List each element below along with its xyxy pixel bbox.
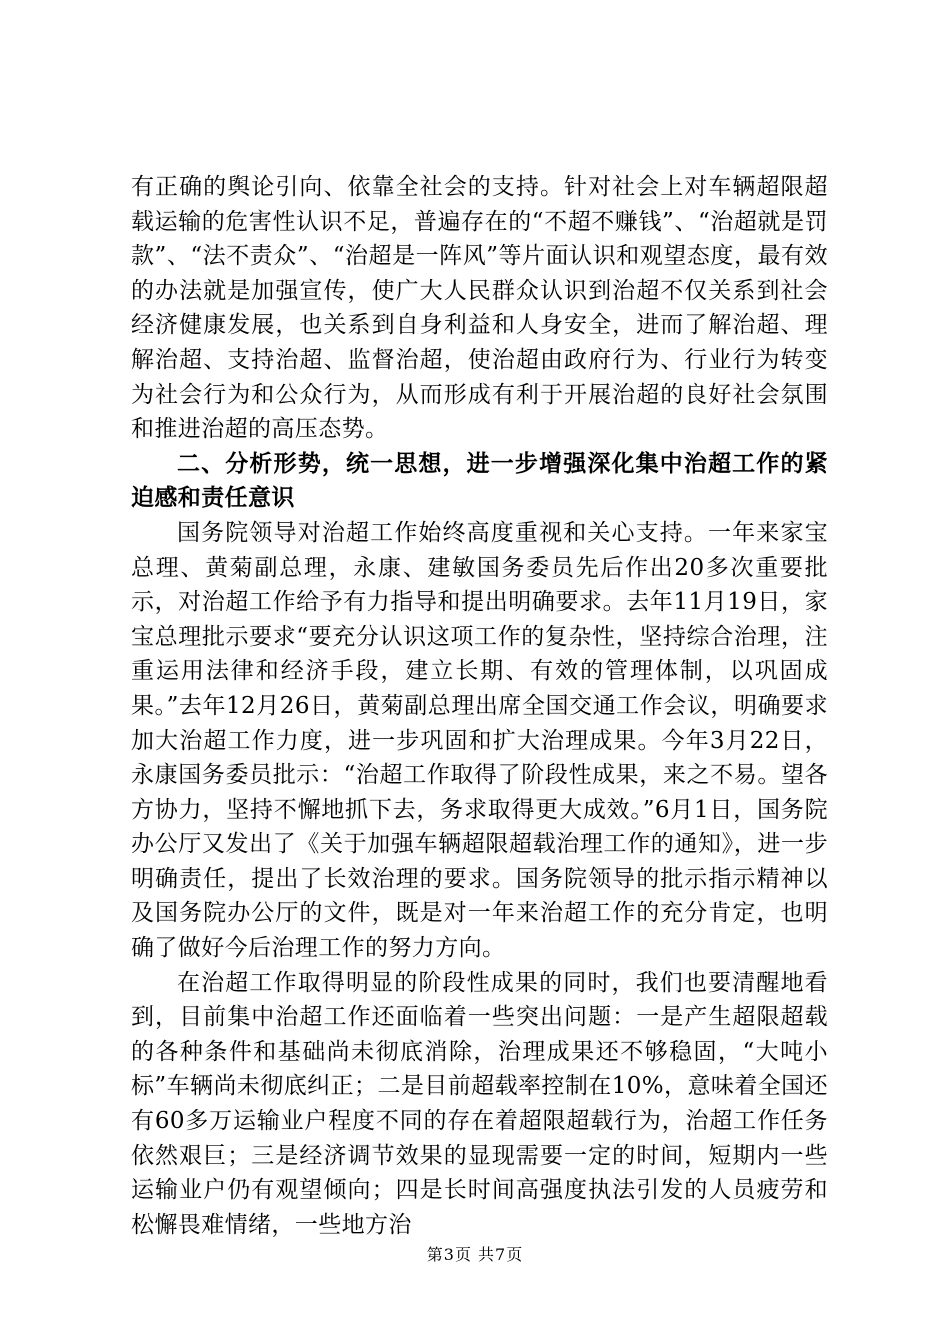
document-body bbox=[131, 170, 828, 1242]
paragraph-intro: 有正确的舆论引向、依靠全社会的支持。针对社会上对车辆超限超载运输的危害性认识不足，普遍存在的“不超不赚钱”、“治超就是罚款”、“法不责众”、“治超是一阵风”等片面认识和观望态度，最有效的办法就是加强宣传，使广大人民群众认识到治超不仅关系到社会经济健康发展，也关系到自身利益和人身安全，进而了解治超、理解治超、支持治超、监督治超，使治超由政府行为、行业行为转变为社会行为和公众行为，从而形成有利于开展治超的良好社会氛围和推进治超的高压态势。 bbox=[131, 174, 828, 443]
page-number-footer: 第3页 共7页 bbox=[426, 1245, 524, 1264]
paragraph-leaders: 国务院领导对治超工作始终高度重视和关心支持。一年来家宝总理、黄菊副总理，永康、建敏国务委员先后作出20多次重要批示，对治超工作给予有力指导和提出明确要求。去年11月19日，家宝总理批示要求“要充分认识这项工作的复杂性，坚持综合治理，注重运用法律和经济手段，建立长期、有效的管理体制，以巩固成果。”去年12月26日，黄菊副总理出席全国交通工作会议，明确要求加大治超工作力度，进一步巩固和扩大治理成果。今年3月22日，永康国务委员批示：“治超工作取得了阶段性成果，来之不易。望各方协力，坚持不懈地抓下去，务求取得更大成效。”6月1日，国务院办公厅又发出了《关于加强车辆超限超载治理工作的通知》，进一步明确责任，提出了长效治理的要求。国务院领导的批示指示精神以及国务院办公厅的文件，既是对一年来治超工作的充分肯定，也明确了做好今后治理工作的努力方向。 bbox=[131, 519, 828, 962]
paragraph-problems: 在治超工作取得明显的阶段性成果的同时，我们也要清醒地看到，目前集中治超工作还面临着一些突出问题：一是产生超限超载的各种条件和基础尚未彻底消除，治理成果还不够稳固，“大吨小标”车辆尚未彻底纠正；二是目前超载率控制在10%，意味着全国还有60多万运输业户程度不同的存在着超限超载行为，治超工作任务依然艰巨；三是经济调节效果的显现需要一定的时间，短期内一些运输业户仍有观望倾向；四是长时间高强度执法引发的人员疲劳和松懈畏难情绪，一些地方治 bbox=[131, 969, 828, 1238]
section-heading: 二、分析形势，统一思想，进一步增强深化集中治超工作的紧迫感和责任意识 bbox=[131, 449, 828, 512]
